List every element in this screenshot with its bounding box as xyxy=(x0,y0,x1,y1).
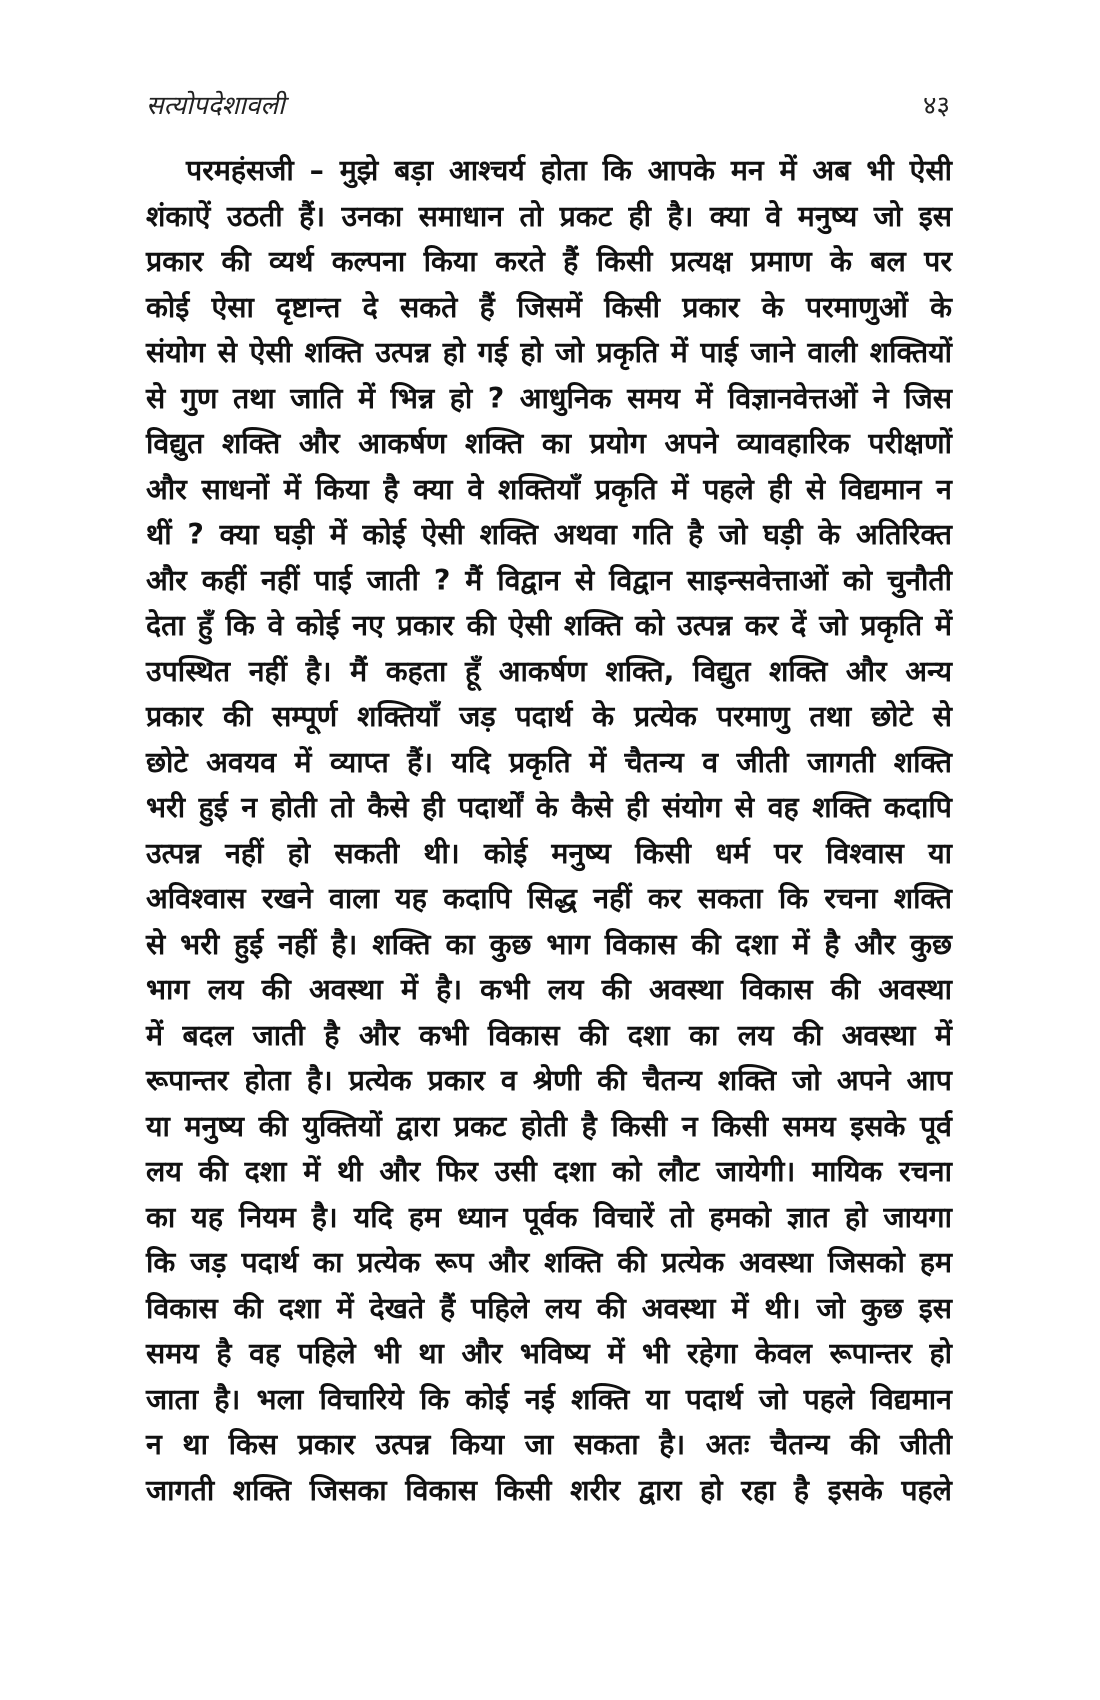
text-line: रूपान्तर होता है। प्रत्येक प्रकार व श्रेणी की चैतन्य शक्ति जो अपने आप xyxy=(146,1064,952,1097)
text-line: भाग लय की अवस्था में है। कभी लय की अवस्था विकास की अवस्था xyxy=(146,973,952,1006)
text-line: प्रकार की व्यर्थ कल्पना किया करते हैं किसी प्रत्यक्ष प्रमाण के बल पर xyxy=(146,245,952,278)
text-line: और साधनों में किया है क्या वे शक्तियाँ प्रकृति में पहले ही से विद्यमान न xyxy=(146,472,952,506)
text-line: जाता है। भला विचारिये कि कोई नई शक्ति या पदार्थ जो पहले विद्यमान xyxy=(146,1382,952,1416)
text-line: न था किस प्रकार उत्पन्न किया जा सकता है। अतः चैतन्य की जीती xyxy=(146,1428,952,1461)
text-line: कोई ऐसा दृष्टान्त दे सकते हैं जिसमें किसी प्रकार के परमाणुओं के xyxy=(146,290,952,324)
text-line: समय है वह पहिले भी था और भविष्य में भी रहेगा केवल रूपान्तर हो xyxy=(146,1337,952,1370)
body-paragraph xyxy=(146,148,952,1513)
text-line: थीं ? क्या घड़ी में कोई ऐसी शक्ति अथवा गति है जो घड़ी के अतिरिक्त xyxy=(146,518,952,551)
text-line: विकास की दशा में देखते हैं पहिले लय की अवस्था में थी। जो कुछ इस xyxy=(146,1291,952,1325)
text-line: देता हुँ कि वे कोई नए प्रकार की ऐसी शक्ति को उत्पन्न कर दें जो प्रकृति में xyxy=(146,609,952,642)
text-line: विद्युत शक्ति और आकर्षण शक्ति का प्रयोग अपने व्यावहारिक परीक्षणों xyxy=(146,427,952,460)
text-line: शंकाऐं उठती हैं। उनका समाधान तो प्रकट ही है। क्या वे मनुष्य जो इस xyxy=(146,199,952,233)
text-line: अविश्वास रखने वाला यह कदापि सिद्ध नहीं कर सकता कि रचना शक्ति xyxy=(146,882,952,915)
text-line: और कहीं नहीं पाई जाती ? मैं विद्वान से विद्वान साइन्सवेत्ताओं को चुनौती xyxy=(146,563,952,597)
text-line: से गुण तथा जाति में भिन्न हो ? आधुनिक समय में विज्ञानवेत्तओं ने जिस xyxy=(146,381,952,415)
text-line: उत्पन्न नहीं हो सकती थी। कोई मनुष्य किसी धर्म पर विश्वास या xyxy=(146,836,952,870)
text-line: लय की दशा में थी और फिर उसी दशा को लौट जायेगी। मायिक रचना xyxy=(146,1155,952,1188)
text-line: भरी हुई न होती तो कैसे ही पदार्थों के कैसे ही संयोग से वह शक्ति कदापि xyxy=(146,791,952,824)
text-line: से भरी हुई नहीं है। शक्ति का कुछ भाग विकास की दशा में है और कुछ xyxy=(146,927,952,961)
text-line: संयोग से ऐसी शक्ति उत्पन्न हो गई हो जो प्रकृति में पाई जाने वाली शक्तियों xyxy=(146,336,952,369)
page-number: ४३ xyxy=(922,91,950,121)
text-line: या मनुष्य की युक्तियों द्वारा प्रकट होती है किसी न किसी समय इसके पूर्व xyxy=(146,1109,952,1143)
text-line: का यह नियम है। यदि हम ध्यान पूर्वक विचारें तो हमको ज्ञात हो जायगा xyxy=(146,1200,952,1234)
text-line: प्रकार की सम्पूर्ण शक्तियाँ जड़ पदार्थ के प्रत्येक परमाणु तथा छोटे से xyxy=(146,700,952,733)
text-line: उपस्थित नहीं है। मैं कहता हूँ आकर्षण शक्ति, विद्युत शक्ति और अन्य xyxy=(146,654,952,688)
text-line: जागती शक्ति जिसका विकास किसी शरीर द्वारा हो रहा है इसके पहले xyxy=(146,1473,952,1507)
running-title: सत्योपदेशावली xyxy=(146,91,285,121)
text-line: कि जड़ पदार्थ का प्रत्येक रूप और शक्ति की प्रत्येक अवस्था जिसको हम xyxy=(146,1246,952,1279)
text-line: में बदल जाती है और कभी विकास की दशा का लय की अवस्था में xyxy=(146,1018,952,1052)
text-line: परमहंसजी – मुझे बड़ा आश्चर्य होता कि आपके मन में अब भी ऐसी xyxy=(186,154,952,187)
text-line: छोटे अवयव में व्याप्त हैं। यदि प्रकृति में चैतन्य व जीती जागती शक्ति xyxy=(146,745,952,779)
